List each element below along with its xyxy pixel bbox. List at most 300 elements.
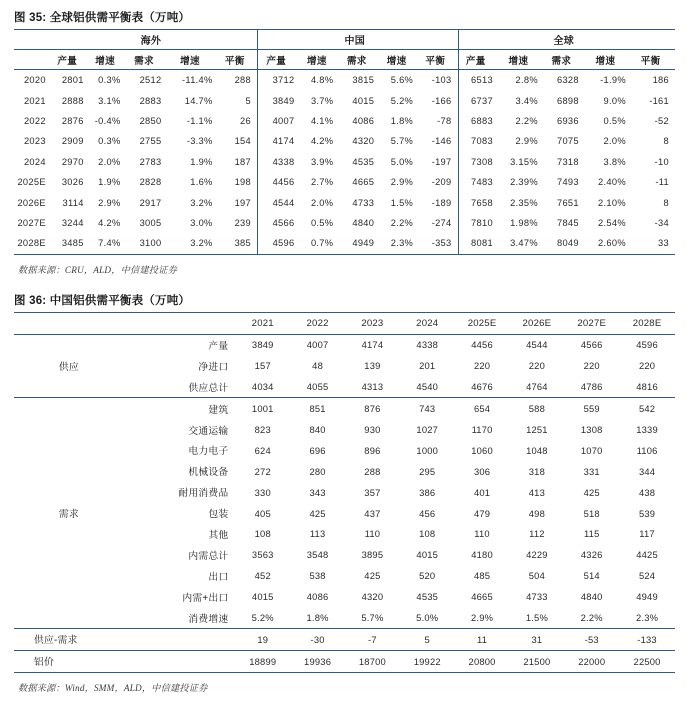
row-year: 2027E [17, 217, 46, 228]
cell-0: 1001 [235, 398, 290, 419]
cell-overseas-4: 288 [234, 75, 251, 86]
cell-3: 1027 [416, 424, 439, 436]
cell-china-1: 2.0% [310, 197, 334, 208]
cell-0: 4034 [251, 381, 274, 393]
cell-china-4: -166 [431, 95, 452, 106]
cell-6: 220 [583, 360, 600, 372]
figure-35-column-header-row [14, 50, 675, 70]
cell-china-0: 4456 [257, 172, 300, 192]
cell-1: 113 [309, 528, 326, 540]
table-row [14, 70, 675, 91]
column-header-overseas-output: 产量 [51, 50, 90, 70]
cell-global-3: 2.10% [598, 197, 626, 208]
price-row-label: 铝价 [14, 650, 235, 672]
row-year: 2020 [23, 75, 46, 86]
cell-china-0: 4007 [257, 111, 300, 131]
cell-global-0: 6883 [458, 111, 499, 131]
spacer-cell [14, 607, 124, 628]
cell-global-2: 7318 [556, 156, 579, 167]
cell-global-1: 2.2% [515, 115, 538, 126]
figure-36-corner-a [14, 313, 124, 335]
cell-overseas-3: -1.1% [186, 115, 213, 126]
cell-0: 452 [254, 570, 271, 582]
cell-china-2: 4535 [352, 156, 375, 167]
cell-7: 438 [638, 486, 656, 498]
supply-row [14, 376, 675, 397]
cell-3: 743 [400, 398, 455, 419]
column-header-overseas-demand-growth: 增速 [167, 50, 218, 70]
cell-global-4: -11 [655, 177, 669, 188]
cell-global-1: 3.15% [510, 156, 538, 167]
cell-china-4: -189 [431, 197, 452, 208]
cell-china-4: -146 [431, 136, 452, 147]
demand-row-label: 内需总计 [188, 550, 229, 562]
cell-3: 1000 [416, 444, 439, 456]
cell-5: 31 [509, 628, 564, 650]
cell-china-3: 5.6% [390, 75, 414, 86]
cell-6: 115 [583, 528, 600, 540]
column-header-china-growth: 增速 [300, 50, 339, 70]
cell-china-4: -197 [431, 156, 452, 167]
demand-row [14, 586, 675, 607]
cell-global-2: 6936 [556, 115, 579, 126]
cell-7: 4425 [636, 549, 658, 561]
cell-0: 4015 [251, 591, 274, 603]
cell-global-2: 7493 [556, 177, 579, 188]
cell-3: 4540 [416, 381, 439, 393]
cell-overseas-3: 3.0% [190, 217, 213, 228]
cell-china-2: 4949 [339, 233, 380, 254]
cell-0: 3849 [251, 339, 274, 351]
cell-global-3: -1.9% [600, 75, 626, 86]
cell-global-0: 7308 [458, 152, 499, 172]
cell-global-4: 8 [663, 197, 669, 208]
cell-6: 518 [583, 507, 600, 519]
cell-overseas-3: 3.2% [167, 233, 218, 254]
cell-1: 343 [309, 486, 326, 498]
cell-7: 117 [639, 528, 655, 540]
cell-china-3: 5.2% [390, 95, 414, 106]
cell-7: -133 [619, 628, 675, 650]
cell-4: 11 [455, 628, 510, 650]
cell-6: 4840 [580, 591, 603, 603]
cell-3: 4338 [416, 339, 439, 351]
cell-0: 330 [254, 486, 271, 498]
cell-6: 4326 [580, 549, 603, 561]
cell-7: 220 [638, 360, 656, 372]
cell-5: 4229 [526, 549, 548, 561]
row-year: 2025E [17, 177, 46, 188]
cell-global-2: 6328 [556, 75, 579, 86]
cell-china-2: 4733 [352, 197, 375, 208]
table-row [14, 213, 675, 233]
year-header-2026e: 2026E [509, 313, 564, 335]
cell-global-4: -52 [654, 115, 669, 126]
cell-overseas-4: 154 [234, 136, 251, 147]
cell-china-2: 3815 [352, 75, 375, 86]
cell-overseas-4: 198 [234, 177, 251, 188]
cell-2: 288 [364, 465, 381, 477]
cell-5: 4544 [526, 339, 548, 351]
cell-3: 5.0% [416, 612, 439, 624]
spacer-cell [14, 482, 124, 503]
demand-row-label: 电力电子 [188, 446, 229, 458]
cell-7: 524 [638, 570, 656, 582]
cell-china-4: -209 [431, 177, 452, 188]
cell-0: 5.2% [251, 612, 274, 624]
demand-group-label: 需求 [58, 509, 79, 521]
cell-7: 2.3% [635, 612, 659, 624]
demand-row-label: 建筑 [124, 398, 236, 419]
cell-3: 520 [419, 570, 436, 582]
cell-2: 4320 [361, 591, 384, 603]
cell-0: 157 [254, 360, 271, 372]
cell-4: 401 [473, 486, 491, 498]
column-header-global-demand-growth: 增速 [585, 50, 632, 70]
cell-4: 4676 [471, 381, 493, 393]
cell-china-2: 4320 [352, 136, 375, 147]
cell-1: 4086 [306, 591, 329, 603]
demand-row [14, 398, 675, 419]
cell-7: 4596 [636, 339, 658, 351]
cell-4: 2.9% [470, 612, 494, 624]
demand-row-label: 消费增速 [188, 613, 229, 625]
row-year: 2028E [14, 233, 51, 254]
spacer-cell [14, 398, 124, 419]
demand-row-label: 耐用消费品 [178, 488, 229, 500]
cell-2: 3895 [361, 549, 384, 561]
cell-overseas-4: 26 [240, 115, 251, 126]
cell-7: 344 [638, 465, 656, 477]
cell-china-1: 2.7% [310, 177, 334, 188]
cell-china-2: 4086 [352, 115, 375, 126]
cell-overseas-3: 3.2% [190, 197, 213, 208]
cell-global-0: 6737 [458, 90, 499, 110]
cell-overseas-1: 2.0% [98, 156, 121, 167]
cell-6: 1070 [580, 444, 603, 456]
year-header-2021: 2021 [235, 313, 290, 335]
demand-row [14, 607, 675, 628]
cell-4: 110 [474, 528, 490, 540]
demand-row-label: 内需+出口 [182, 592, 229, 604]
cell-overseas-2: 2828 [139, 177, 162, 188]
cell-global-4: -161 [649, 95, 669, 106]
cell-china-4: -78 [437, 115, 452, 126]
cell-overseas-4: 5 [245, 95, 251, 106]
cell-1: 280 [309, 465, 326, 477]
cell-2: 876 [345, 398, 400, 419]
table-row [14, 111, 675, 131]
cell-2: 437 [364, 507, 381, 519]
cell-global-3: 2.54% [598, 217, 626, 228]
cell-0: 624 [254, 444, 271, 456]
cell-global-1: 2.39% [510, 177, 538, 188]
cell-2: 896 [364, 444, 381, 456]
cell-1: 4055 [306, 381, 329, 393]
year-header-2023: 2023 [345, 313, 400, 335]
cell-2: 18700 [345, 650, 400, 672]
cell-global-3: 2.40% [598, 177, 626, 188]
cell-china-1: 3.9% [310, 156, 334, 167]
cell-overseas-4: 239 [234, 217, 251, 228]
cell-china-1: 4.8% [310, 75, 334, 86]
cell-1: 696 [309, 444, 326, 456]
cell-global-0: 7483 [458, 172, 499, 192]
spacer-cell [14, 419, 124, 440]
cell-5: 318 [528, 465, 546, 477]
cell-4: 479 [473, 507, 491, 519]
cell-6: 4566 [580, 339, 603, 351]
cell-china-3: 1.5% [390, 197, 414, 208]
demand-row [14, 524, 675, 545]
figure-36-table [14, 312, 675, 673]
cell-6: 4786 [580, 381, 603, 393]
figure-36-body [14, 334, 675, 672]
figure-36-title: 图 36: 中国铝供需平衡表（万吨） [14, 294, 191, 307]
table-row [14, 233, 675, 254]
cell-overseas-2: 2883 [139, 95, 162, 106]
cell-1: 1.8% [306, 612, 329, 624]
cell-china-3: 5.0% [390, 156, 414, 167]
cell-3: 295 [419, 465, 436, 477]
cell-overseas-2: 2850 [139, 115, 162, 126]
cell-overseas-0: 2970 [61, 156, 84, 167]
cell-3: 4015 [416, 549, 439, 561]
cell-3: 456 [419, 507, 436, 519]
cell-4: 4180 [471, 549, 493, 561]
cell-china-3: 1.8% [390, 115, 414, 126]
cell-china-0: 4544 [257, 192, 300, 212]
cell-global-3: 9.0% [603, 95, 626, 106]
column-header-global-balance: 平衡 [632, 50, 675, 70]
column-header-overseas-balance: 平衡 [219, 50, 258, 70]
column-header-china-demand: 需求 [339, 50, 380, 70]
cell-global-4: 33 [632, 233, 675, 254]
cell-5: 112 [529, 528, 545, 540]
cell-overseas-3: -3.3% [186, 136, 213, 147]
cell-5: 504 [528, 570, 546, 582]
cell-global-4: -10 [654, 156, 669, 167]
cell-2: 139 [364, 360, 381, 372]
cell-china-2: 4015 [352, 95, 375, 106]
cell-0: 19 [235, 628, 290, 650]
cell-global-3: 0.5% [603, 115, 626, 126]
cell-overseas-3: 14.7% [184, 95, 213, 106]
cell-5: 588 [509, 398, 564, 419]
supply-row [14, 355, 675, 376]
cell-2: 425 [364, 570, 381, 582]
cell-5: 498 [528, 507, 546, 519]
cell-4: 1060 [471, 444, 493, 456]
cell-global-1: 3.4% [515, 95, 538, 106]
cell-3: 4535 [416, 591, 439, 603]
cell-china-1: 4.2% [310, 136, 334, 147]
spacer-cell [14, 565, 124, 586]
cell-7: 1106 [636, 444, 658, 456]
demand-row-label: 其他 [208, 529, 229, 541]
cell-global-0: 7083 [458, 131, 499, 151]
cell-china-0: 4566 [257, 213, 300, 233]
cell-0: 405 [254, 507, 271, 519]
cell-4: 485 [473, 570, 491, 582]
cell-global-0: 6513 [458, 70, 499, 91]
group-header-global: 全球 [458, 30, 675, 50]
cell-5: 21500 [509, 650, 564, 672]
figure-35-source: 数据来源：CRU，ALD，中信建投证券 [18, 264, 177, 275]
cell-6: 514 [583, 570, 600, 582]
cell-1: 3548 [306, 549, 329, 561]
cell-7: 4949 [636, 591, 658, 603]
cell-overseas-4: 197 [234, 197, 251, 208]
cell-overseas-0: 2801 [61, 75, 84, 86]
cell-overseas-3: 1.9% [190, 156, 213, 167]
column-header-year [14, 50, 51, 70]
cell-3: 108 [419, 528, 436, 540]
group-header-overseas: 海外 [140, 36, 162, 47]
cell-overseas-0: 3485 [51, 233, 90, 254]
demand-row [14, 440, 675, 461]
demand-row [14, 419, 675, 440]
cell-4: 4456 [471, 339, 493, 351]
cell-china-3: 2.2% [390, 217, 414, 228]
table-row [14, 90, 675, 110]
cell-5: 4764 [526, 381, 548, 393]
cell-global-1: 2.8% [515, 75, 538, 86]
cell-overseas-0: 2876 [61, 115, 84, 126]
cell-5: 4733 [526, 591, 548, 603]
figure-36-source: 数据来源：Wind，SMM，ALD，中信建投证券 [18, 682, 208, 693]
year-header-2024: 2024 [400, 313, 455, 335]
cell-china-1: 0.5% [310, 217, 334, 228]
cell-china-4: -103 [431, 75, 452, 86]
supply-row [14, 334, 675, 355]
cell-overseas-1: 1.9% [98, 177, 121, 188]
cell-global-1: 3.47% [499, 233, 544, 254]
cell-global-1: 2.9% [515, 136, 538, 147]
row-year: 2021 [23, 95, 46, 106]
column-header-overseas-growth: 增速 [90, 50, 127, 70]
cell-2: 4313 [361, 381, 384, 393]
table-row [14, 192, 675, 212]
cell-0: 18899 [235, 650, 290, 672]
cell-5: 220 [528, 360, 546, 372]
cell-global-0: 7658 [458, 192, 499, 212]
cell-7: 4816 [636, 381, 658, 393]
cell-6: -53 [564, 628, 619, 650]
row-year: 2024 [23, 156, 46, 167]
column-header-overseas-demand: 需求 [127, 50, 168, 70]
year-header-2025e: 2025E [455, 313, 510, 335]
cell-1: 538 [309, 570, 326, 582]
cell-4: 306 [473, 465, 491, 477]
cell-overseas-0: 2909 [61, 136, 84, 147]
cell-5: 1251 [526, 424, 548, 436]
year-header-2022: 2022 [290, 313, 345, 335]
cell-1: 851 [290, 398, 345, 419]
cell-overseas-2: 3100 [127, 233, 168, 254]
cell-china-4: -274 [431, 217, 452, 228]
spacer-cell [14, 586, 124, 607]
cell-overseas-2: 2755 [139, 136, 162, 147]
figure-35-title: 图 35: 全球铝供需平衡表（万吨） [14, 12, 191, 24]
cell-overseas-0: 3114 [62, 197, 84, 208]
demand-row-label: 机械设备 [188, 467, 229, 479]
cell-3: 201 [419, 360, 436, 372]
cell-5: 413 [528, 486, 546, 498]
column-header-global-output: 产量 [458, 50, 499, 70]
supply-group-label: 供应 [58, 361, 79, 373]
cell-6: 425 [583, 486, 600, 498]
figure-35-table [14, 29, 675, 255]
cell-china-2: 4840 [352, 217, 375, 228]
cell-4: 654 [455, 398, 510, 419]
cell-6: 22000 [564, 650, 619, 672]
cell-global-0: 7810 [458, 213, 499, 233]
cell-china-1: 4.1% [310, 115, 334, 126]
column-header-global-growth: 增速 [499, 50, 544, 70]
row-year: 2022 [23, 115, 46, 126]
supply-row-label: 产量 [208, 340, 229, 352]
cell-overseas-0: 3244 [61, 217, 84, 228]
cell-overseas-4: 187 [234, 156, 251, 167]
cell-6: 1308 [580, 424, 603, 436]
cell-2: 357 [364, 486, 381, 498]
cell-overseas-1: 2.9% [98, 197, 121, 208]
row-year: 2026E [17, 197, 46, 208]
cell-overseas-0: 3026 [61, 177, 84, 188]
cell-china-2: 4665 [352, 177, 375, 188]
cell-7: 539 [638, 507, 656, 519]
cell-7: 22500 [619, 650, 675, 672]
cell-china-4: -353 [419, 233, 458, 254]
cell-overseas-4: 385 [219, 233, 258, 254]
supply-row-label: 供应总计 [188, 382, 229, 394]
cell-2: -7 [345, 628, 400, 650]
cell-2: 110 [364, 528, 381, 540]
cell-overseas-2: 2783 [139, 156, 162, 167]
supply-row-label: 净进口 [198, 361, 229, 373]
spacer-cell [14, 544, 124, 565]
cell-china-0: 4174 [257, 131, 300, 151]
column-header-china-balance: 平衡 [419, 50, 458, 70]
cell-0: 108 [254, 528, 271, 540]
table-row [14, 172, 675, 192]
cell-2: 930 [364, 424, 381, 436]
group-header-china: 中国 [257, 30, 458, 50]
demand-row-label: 出口 [208, 571, 229, 583]
report-page [0, 9, 689, 694]
cell-global-3: 2.60% [585, 233, 632, 254]
cell-global-3: 3.8% [603, 156, 626, 167]
figure-35-group-header-row [14, 30, 675, 50]
cell-1: 4007 [306, 339, 329, 351]
cell-global-1: 2.35% [510, 197, 538, 208]
cell-global-4: 186 [652, 75, 669, 86]
cell-china-1: 0.7% [300, 233, 339, 254]
cell-1: 19936 [290, 650, 345, 672]
cell-global-2: 7651 [556, 197, 579, 208]
cell-0: 3563 [251, 549, 274, 561]
cell-global-2: 8049 [544, 233, 585, 254]
cell-5: 1.5% [525, 612, 548, 624]
demand-row [14, 482, 675, 503]
balance-row [14, 628, 675, 650]
cell-overseas-1: 3.1% [98, 95, 121, 106]
cell-2: 5.7% [361, 612, 384, 624]
demand-row [14, 565, 675, 586]
cell-1: 840 [309, 424, 326, 436]
demand-row-label: 交通运输 [188, 425, 229, 437]
